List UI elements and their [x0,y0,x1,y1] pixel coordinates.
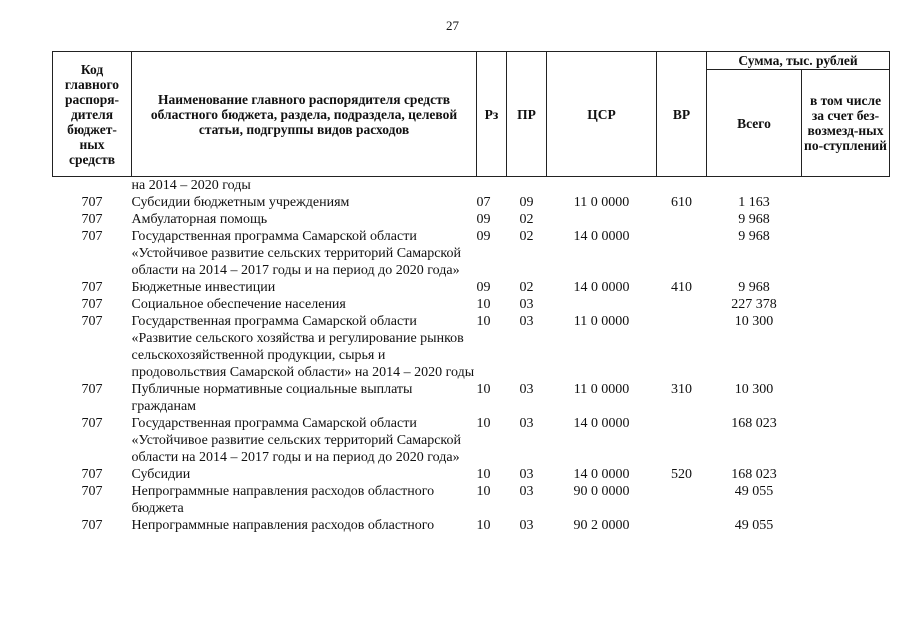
cell-incl [802,296,890,313]
cell-code: 707 [81,416,103,431]
cell-name: Публичные нормативные социальные выплаты гражданам [131,382,413,414]
cell-name: Государственная программа Самарской области «Устойчивое развитие сельских территорий Самарской области на 2014 – 2017 годы и на период до 2020 года» [131,229,462,278]
cell-code: 707 [81,212,103,227]
cell-pr: 02 [519,280,534,295]
table-row [53,279,890,296]
cell-incl [802,211,890,228]
cell-total: 9 968 [738,229,770,244]
cell-pr: 03 [519,314,534,329]
cell-name: Амбулаторная помощь [131,212,268,227]
cell-vr [657,228,707,279]
cell-rz: 10 [476,518,491,533]
cell-csr [547,211,657,228]
cell-rz [477,177,507,195]
cell-code: 707 [81,297,103,312]
cell-code: 707 [81,195,103,210]
cell-vr [657,296,707,313]
cell-vr [657,517,707,534]
table-row [53,211,890,228]
cell-incl [802,279,890,296]
cell-total: 49 055 [734,484,774,499]
cell-name: Субсидии [131,467,191,482]
cell-pr [507,177,547,195]
table-row [53,415,890,466]
cell-code: 707 [81,280,103,295]
cell-rz: 10 [476,467,491,482]
cell-pr: 03 [519,297,534,312]
cell-incl [802,517,890,534]
cell-code: 707 [81,467,103,482]
cell-incl [802,177,890,195]
page-number: 27 [446,18,459,33]
cell-vr [657,415,707,466]
cell-total: 168 023 [731,416,777,431]
header-sum: Сумма, тыс. рублей [707,52,890,70]
budget-table [52,51,890,534]
table-row [53,296,890,313]
cell-code: 707 [81,229,103,244]
cell-total: 168 023 [731,467,777,482]
cell-name: Непрограммные направления расходов областного [131,518,435,533]
cell-csr: 11 0 0000 [573,382,630,397]
table-row [53,313,890,381]
table-row [53,194,890,211]
header-total: Всего [707,70,802,177]
cell-incl [802,483,890,517]
cell-code: 707 [81,518,103,533]
cell-csr: 14 0 0000 [573,467,630,482]
header-csr: ЦСР [547,52,657,177]
table-row [53,177,890,195]
cell-name: Бюджетные инвестиции [131,280,276,295]
cell-vr: 410 [671,280,692,295]
cell-pr: 03 [519,484,534,499]
header-name: Наименование главного распорядителя средств областного бюджета, раздела, подраздела, целевой статьи, подгруппы видов расходов [132,52,477,177]
cell-pr: 03 [519,518,534,533]
cell-vr [657,313,707,381]
cell-rz: 09 [476,280,491,295]
cell-rz: 10 [476,382,491,397]
cell-total: 1 163 [738,195,770,210]
header-code: Код главного распоря-дителя бюджет-ных средств [53,52,132,177]
cell-total: 10 300 [734,314,774,329]
cell-pr: 02 [519,229,534,244]
cell-total: 10 300 [734,382,774,397]
table-row [53,483,890,517]
cell-csr: 14 0 0000 [573,280,630,295]
cell-csr: 90 0 0000 [573,484,630,499]
header-rz: Рз [477,52,507,177]
header-pr: ПР [507,52,547,177]
cell-incl [802,228,890,279]
cell-total: 9 968 [738,280,770,295]
cell-csr [547,177,657,195]
cell-csr [547,296,657,313]
cell-csr: 11 0 0000 [573,195,630,210]
cell-vr [657,211,707,228]
header-vr: ВР [657,52,707,177]
cell-pr: 02 [519,212,534,227]
cell-total: 49 055 [734,518,774,533]
cell-pr: 03 [519,382,534,397]
header-incl: в том числе за счет без-возмезд-ных по-ступлений [802,70,890,177]
cell-incl [802,381,890,415]
cell-name: Непрограммные направления расходов областного бюджета [131,484,435,516]
cell-rz: 07 [476,195,491,210]
cell-rz: 10 [476,297,491,312]
cell-pr: 03 [519,416,534,431]
cell-rz: 10 [476,314,491,329]
cell-vr: 520 [671,467,692,482]
cell-rz: 10 [476,416,491,431]
table-row [53,466,890,483]
cell-csr: 14 0 0000 [573,416,630,431]
cell-vr: 610 [671,195,692,210]
cell-incl [802,313,890,381]
cell-name: Государственная программа Самарской области «Развитие сельского хозяйства и регулирование рынков сельскохозяйственной продукции, сырья и продовольствия Самарской области» на 2014 – 2020 годы [131,314,475,380]
cell-code: 707 [81,314,103,329]
cell-total: 9 968 [738,212,770,227]
cell-incl [802,466,890,483]
header-row [53,52,890,70]
cell-vr [657,177,707,195]
table-body [53,177,890,535]
cell-total [707,177,802,195]
cell-code [53,177,132,195]
cell-rz: 09 [476,229,491,244]
table-row [53,228,890,279]
cell-name: Субсидии бюджетным учреждениям [131,195,350,210]
table-row [53,517,890,534]
cell-incl [802,194,890,211]
cell-total: 227 378 [731,297,777,312]
cell-csr: 11 0 0000 [573,314,630,329]
cell-name: на 2014 – 2020 годы [131,178,251,193]
table-row [53,381,890,415]
cell-name: Государственная программа Самарской области «Устойчивое развитие сельских территорий Самарской области на 2014 – 2017 годы и на период до 2020 года» [131,416,462,465]
cell-code: 707 [81,382,103,397]
cell-csr: 90 2 0000 [573,518,630,533]
cell-vr [657,483,707,517]
cell-pr: 09 [519,195,534,210]
cell-rz: 10 [476,484,491,499]
cell-code: 707 [81,484,103,499]
cell-pr: 03 [519,467,534,482]
cell-vr: 310 [671,382,692,397]
cell-incl [802,415,890,466]
cell-csr: 14 0 0000 [573,229,630,244]
cell-rz: 09 [476,212,491,227]
cell-name: Социальное обеспечение населения [131,297,346,312]
